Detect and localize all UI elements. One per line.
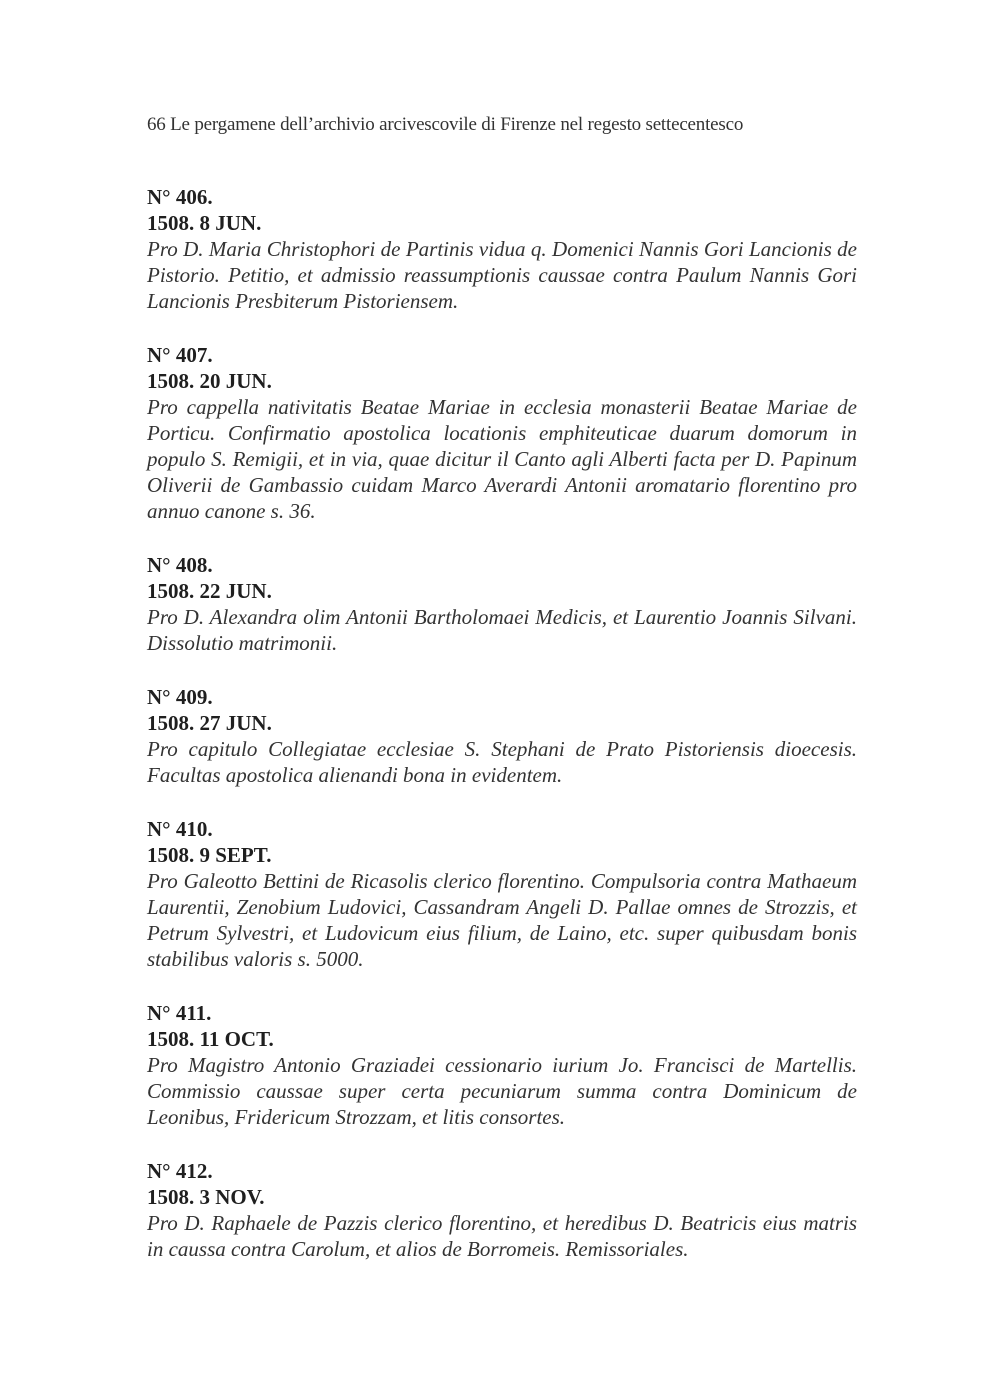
entry-text: Pro D. Raphaele de Pazzis clerico florentino, et heredibus D. Beatricis eius matris in caussa contra Carolum, et alios de Borromeis. Remissoriales. [147, 1211, 857, 1261]
entries-list [147, 184, 857, 1290]
entry-text: Pro capitulo Collegiatae ecclesiae S. Stephani de Prato Pistoriensis dioecesis. Facultas apostolica alienandi bona in evidentem. [147, 737, 857, 787]
entry-date: 1508. 9 SEPT. [147, 843, 272, 867]
entry-date: 1508. 11 OCT. [147, 1027, 274, 1051]
entry-number: N° 410. [147, 817, 213, 841]
entry-412 [147, 1158, 857, 1262]
entry-406 [147, 184, 857, 314]
entry-410 [147, 816, 857, 972]
entry-text: Pro cappella nativitatis Beatae Mariae in ecclesia monasterii Beatae Mariae de Porticu. Confirmatio apostolica locationis emphiteuticae duarum domorum in populo S. Remigii, et in via, quae dicitur il Canto agli Alberti facta per D. Papinum Oliverii de Gambassio cuidam Marco Averardi Antonii aromatario florentino pro annuo canone s. 36. [147, 395, 857, 523]
entry-number: N° 412. [147, 1159, 213, 1183]
entry-411 [147, 1000, 857, 1130]
entry-number: N° 409. [147, 685, 213, 709]
entry-text: Pro D. Maria Christophori de Partinis vidua q. Domenici Nannis Gori Lancionis de Pistorio. Petitio, et admissio reassumptionis caussae contra Paulum Nannis Gori Lancionis Presbiterum Pistoriensem. [147, 237, 857, 313]
running-header: 66 Le pergamene dell’archivio arcivescovile di Firenze nel regesto settecentesco [147, 114, 744, 135]
entry-409 [147, 684, 857, 788]
entry-date: 1508. 27 JUN. [147, 711, 272, 735]
entry-number: N° 408. [147, 553, 213, 577]
entry-408 [147, 552, 857, 656]
entry-number: N° 406. [147, 185, 213, 209]
entry-text: Pro Magistro Antonio Graziadei cessionario iurium Jo. Francisci de Martellis. Commissio caussae super certa pecuniarum summa contra Dominicum de Leonibus, Fridericum Strozzam, et litis consortes. [147, 1053, 857, 1129]
entry-date: 1508. 22 JUN. [147, 579, 272, 603]
entry-number: N° 411. [147, 1001, 212, 1025]
entry-date: 1508. 20 JUN. [147, 369, 272, 393]
entry-text: Pro D. Alexandra olim Antonii Bartholomaei Medicis, et Laurentio Joannis Silvani. Dissolutio matrimonii. [147, 605, 857, 655]
entry-407 [147, 342, 857, 524]
entry-number: N° 407. [147, 343, 213, 367]
entry-date: 1508. 8 JUN. [147, 211, 262, 235]
entry-date: 1508. 3 NOV. [147, 1185, 265, 1209]
entry-text: Pro Galeotto Bettini de Ricasolis clerico florentino. Compulsoria contra Mathaeum Laurentii, Zenobium Ludovici, Cassandram Angeli D. Pallae omnes de Strozzis, et Petrum Sylvestri, et Ludovicum eius filium, de Laino, etc. super quibusdam bonis stabilibus valoris s. 5000. [147, 869, 857, 971]
